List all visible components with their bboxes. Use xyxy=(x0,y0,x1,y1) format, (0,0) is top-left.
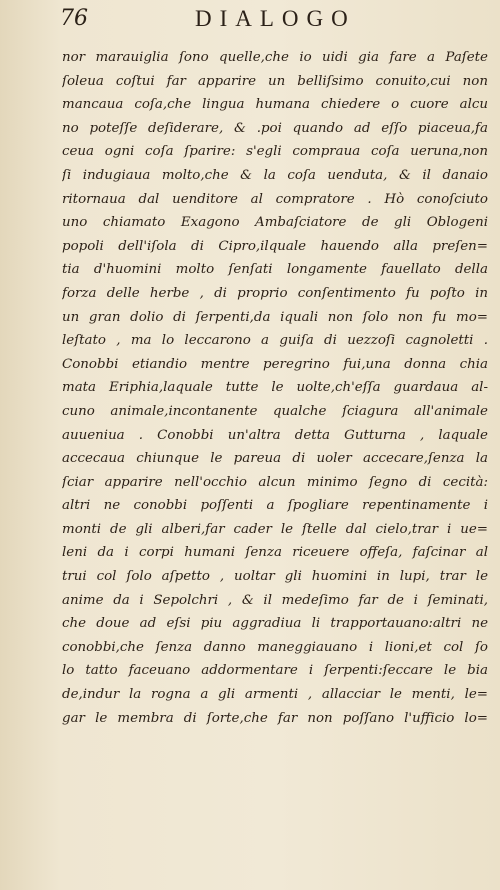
text-line: auueniua . Conobbi un'altra detta Gutturna , laquale xyxy=(62,427,488,443)
running-title: DIALOGO xyxy=(195,6,356,31)
text-line: ceua ogni coſa ſparire: s'egli compraua coſa ueruna,non xyxy=(62,144,488,160)
text-line: monti de gli alberi,far cader le ſtelle dal cielo,trar i ue= xyxy=(62,521,488,537)
text-line: uno chiamato Exagono Ambaſciatore de gli Oblogeni xyxy=(62,215,488,231)
text-line: conobbi,che ſenza danno maneggiauano i lioni,et col ſo xyxy=(62,639,488,655)
text-line: un gran dolio di ſerpenti,da iquali non ſolo non fu mo= xyxy=(62,309,488,325)
text-line: forza delle herbe , di proprio conſentimento fu poſto in xyxy=(62,285,488,301)
running-head xyxy=(0,4,500,34)
text-line: tia d'huomini molto ſenſati longamente fauellato della xyxy=(62,262,488,278)
text-line: Conobbi etiandio mentre peregrino fui,una donna chia xyxy=(62,356,488,372)
text-line: accecaua chiunque le pareua di uoler accecare,ſenza la xyxy=(62,451,488,467)
page-number: 76 xyxy=(60,6,88,31)
text-line: ſoleua coſtui far apparire un belliſsimo conuito,cui non xyxy=(62,73,488,89)
text-line: lo tatto faceuano addormentare i ſerpenti:ſeccare le bia xyxy=(62,663,488,679)
body-text xyxy=(62,46,488,730)
text-line: popoli dell'iſola di Cipro,ilquale hauendo alla preſen= xyxy=(62,238,488,254)
text-line: altri ne conobbi poſſenti a ſpogliare repentinamente i xyxy=(62,498,488,514)
text-line: nor marauiglia ſono quelle,che io uidi gia fare a Paſete xyxy=(62,50,488,65)
text-line: mancaua coſa,che lingua humana chiedere o cuore alcu xyxy=(62,97,488,113)
text-line: de,indur la rogna a gli armenti , allacciar le menti, le= xyxy=(62,687,488,703)
text-line: no poteſſe deſiderare, & .poi quando ad eſſo piaceua,fa xyxy=(62,120,488,136)
text-line: leni da i corpi humani ſenza riceuere offeſa, faſcinar al xyxy=(62,545,488,561)
text-line: ſi indugiaua molto,che & la coſa uenduta, & il danaio xyxy=(62,167,488,183)
text-line: trui col ſolo aſpetto , uoltar gli huomini in lupi, trar le xyxy=(62,569,488,585)
text-line: anime da i Sepolchri , & il medeſimo far de i ſeminati, xyxy=(62,592,488,608)
text-line: ſciar apparire nell'occhio alcun minimo ſegno di cecità: xyxy=(62,474,488,490)
text-line: mata Eriphia,laquale tutte le uolte,ch'eſſa guardaua al- xyxy=(62,380,488,396)
text-line: leſtato , ma lo leccarono a guiſa di uezzoſi cagnoletti . xyxy=(62,333,488,349)
text-line: cuno animale,incontanente qualche ſciagura all'animale xyxy=(62,403,488,419)
text-line: ritornaua dal uenditore al compratore . Hò conoſciuto xyxy=(62,191,488,207)
text-line: gar le membra di ſorte,che far non poſſano l'ufficio lo= xyxy=(62,710,488,726)
text-line: che doue ad eſsi piu aggradiua li trapportauano:altri ne xyxy=(62,616,488,632)
